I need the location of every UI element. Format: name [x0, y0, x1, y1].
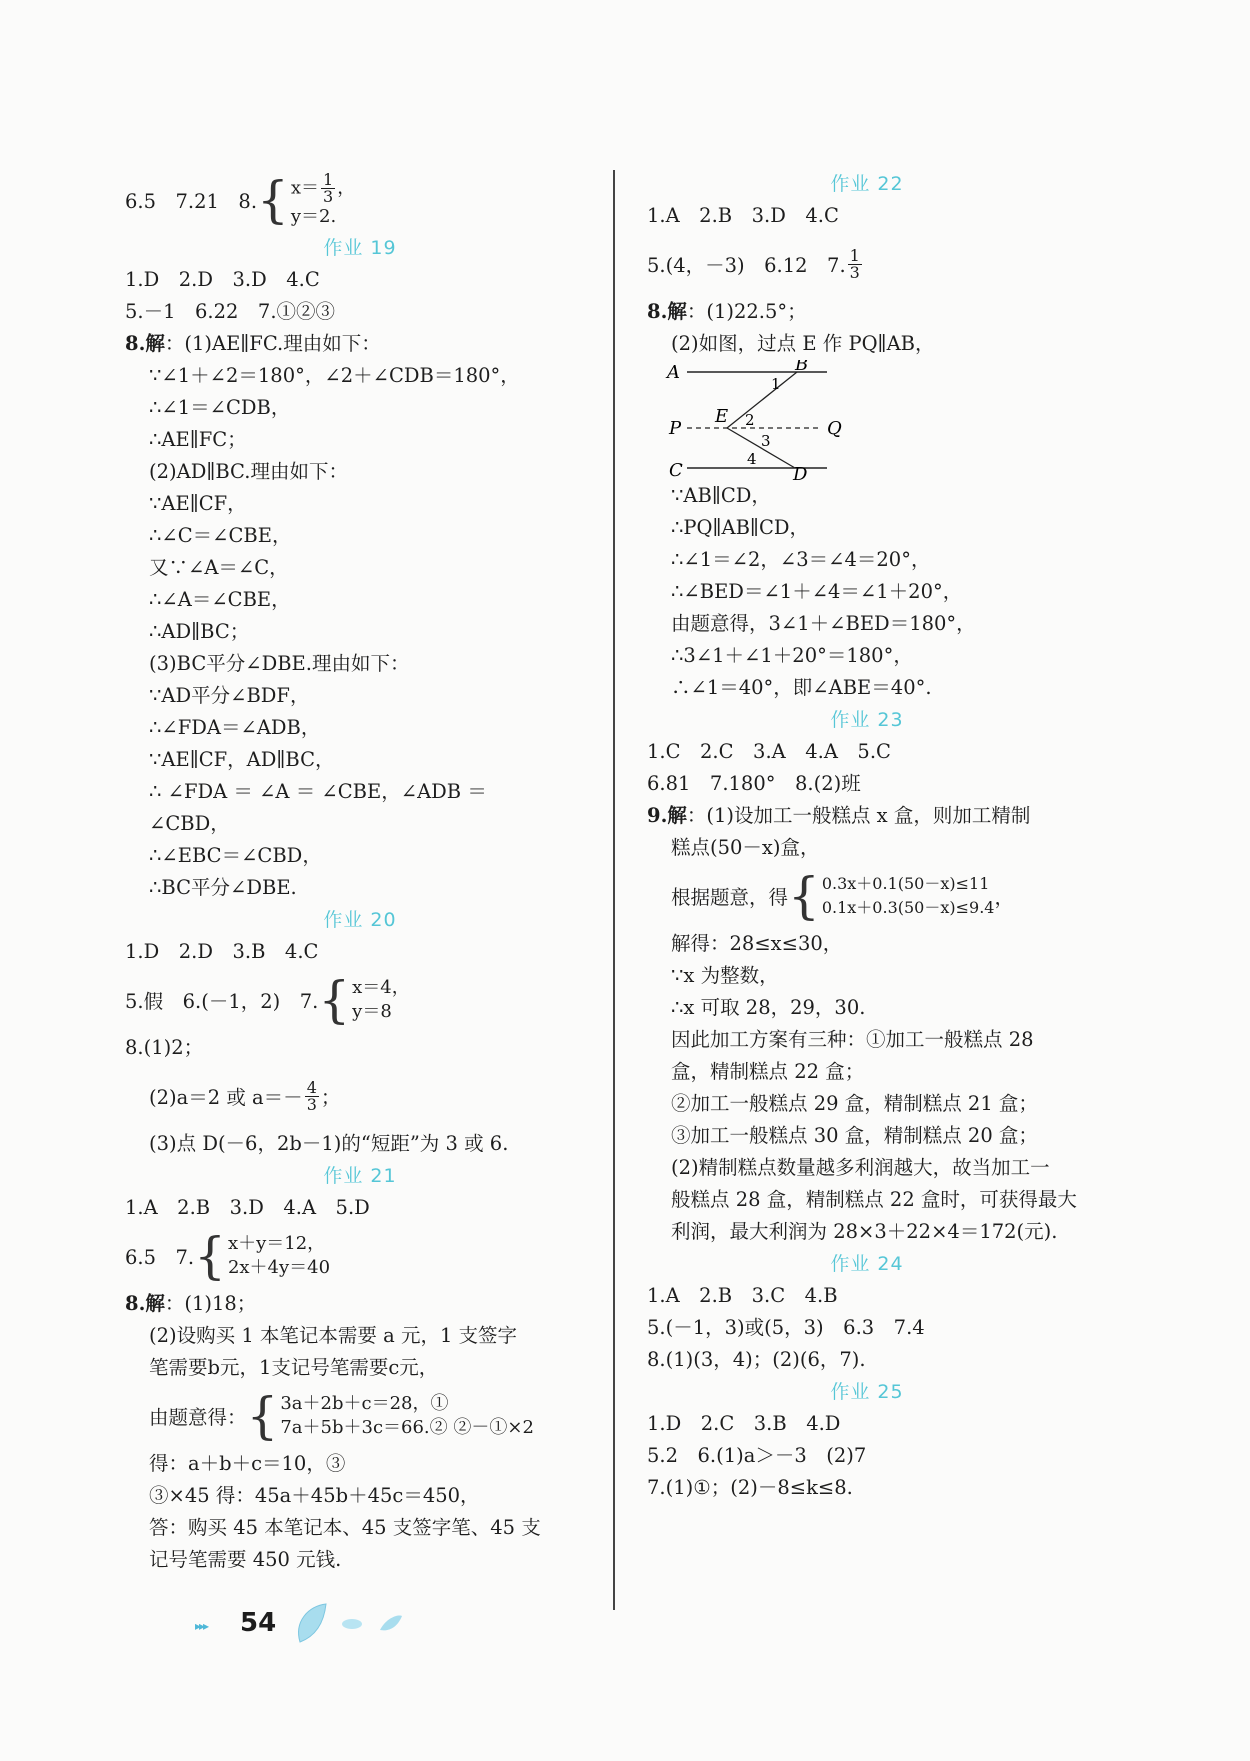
- label-A: A: [667, 362, 680, 383]
- answer-line: 笔需要b元，1支记号笔需要c元，: [149, 1356, 439, 1379]
- answer-line: 根据题意，得 { 0.3x＋0.1(50－x)≤11 0.1x＋0.3(50－x)≤9.4 ，: [671, 867, 1014, 925]
- answer-line: 又∵∠A＝∠C，: [149, 556, 289, 579]
- answer-line: 1.D 2.D 3.B 4.C: [125, 940, 319, 963]
- answer-line: (3)点 D(－6，2b－1)的“短距”为 3 或 6.: [149, 1132, 509, 1155]
- section-title: 作业 20: [323, 909, 397, 931]
- label-E: E: [715, 406, 729, 427]
- label-B: B: [795, 360, 809, 375]
- answer-line: (2)如图，过点 E 作 PQ∥AB，: [671, 332, 935, 355]
- answer-line: (2)a＝2 或 a＝－ $\frac{4}{3}$ ；: [149, 1077, 341, 1114]
- geometry-figure: [657, 360, 887, 480]
- answer-line: ∴AD∥BC；: [149, 620, 250, 643]
- equation-system: { 3a＋2b＋c＝28，① 7a＋5b＋3c＝66.② ②－①×2: [246, 1387, 534, 1445]
- answer-line: 8.(1)(3，4)；(2)(6，7).: [647, 1348, 866, 1371]
- answer-line: ③加工一般糕点 30 盒，精制糕点 20 盒；: [671, 1124, 1038, 1147]
- answer-line: 糕点(50－x)盒，: [671, 836, 820, 859]
- angle-2: 2: [745, 411, 755, 429]
- answer-line: 8.解：(1)AE∥FC.理由如下：: [125, 332, 381, 355]
- answer-line: 1.A 2.B 3.D 4.C: [647, 204, 839, 227]
- answer-line: ②加工一般糕点 29 盒，精制糕点 21 盒；: [671, 1092, 1038, 1115]
- answer-line: ∠CBD，: [149, 812, 230, 835]
- answer-line: ∵AB∥CD，: [671, 484, 771, 507]
- answer-line: ∴3∠1＋∠1＋20°＝180°，: [671, 644, 913, 667]
- answer-line: 因此加工方案有三种：①加工一般糕点 28: [671, 1028, 1034, 1051]
- answer-line: ∴AE∥FC；: [149, 428, 247, 451]
- answer-line: ∴x 可取 28，29，30.: [671, 996, 866, 1019]
- answer-line: 5.(4，－3) 6.12 7. $\frac{1}{3}$: [647, 245, 860, 282]
- section-title: 作业 19: [323, 237, 397, 259]
- inequality-system: { 0.3x＋0.1(50－x)≤11 0.1x＋0.3(50－x)≤9.4: [788, 867, 995, 925]
- answer-line: ∵AE∥CF，AD∥BC，: [149, 748, 335, 771]
- answer-line: (2)设购买 1 本笔记本需要 a 元，1 支签字: [149, 1324, 518, 1347]
- answer-line: 1.A 2.B 3.C 4.B: [647, 1284, 838, 1307]
- answer-line: ∴∠A＝∠CBE，: [149, 588, 291, 611]
- section-title: 作业 23: [830, 709, 904, 731]
- label-Q: Q: [827, 418, 842, 439]
- label-C: C: [669, 460, 683, 480]
- answer-line: 6.5 7.21 8. { x＝ $\frac{1}{3}$ ， y＝2.: [125, 169, 356, 229]
- answer-line: 由题意得，3∠1＋∠BED＝180°，: [671, 612, 976, 635]
- right-column: [647, 168, 1087, 1504]
- answer-line: 5.假 6.(－1，2) 7. { x＝4， y＝8: [125, 971, 410, 1029]
- answer-line: ∵AD平分∠BDF，: [149, 684, 310, 707]
- answer-line: (3)BC平分∠DBE.理由如下：: [149, 652, 410, 675]
- equation-system: { x＋y＝12， 2x＋4y＝40: [194, 1227, 331, 1285]
- answer-line: ∴PQ∥AB∥CD，: [671, 516, 809, 539]
- answer-line: 得：a＋b＋c＝10，③: [149, 1452, 346, 1475]
- answer-line: ③×45 得：45a＋45b＋45c＝450，: [149, 1484, 480, 1507]
- answer-line: 6.81 7.180° 8.(2)班: [647, 772, 861, 795]
- answer-line: 1.A 2.B 3.D 4.A 5.D: [125, 1196, 370, 1219]
- answer-line: 8.解：(1)22.5°；: [647, 300, 807, 323]
- answer-line: 1.D 2.C 3.B 4.D: [647, 1412, 841, 1435]
- answer-line: 盒，精制糕点 22 盒；: [671, 1060, 865, 1083]
- section-title: 作业 22: [830, 173, 904, 195]
- answer-line: 记号笔需要 450 元钱.: [149, 1548, 342, 1571]
- answer-line: 5.－1 6.22 7.①②③: [125, 300, 336, 323]
- answer-line: (2)精制糕点数量越多利润越大，故当加工一: [671, 1156, 1050, 1179]
- answer-line: 5.2 6.(1)a＞－3 (2)7: [647, 1444, 867, 1467]
- answer-line: ∵∠1＋∠2＝180°，∠2＋∠CDB＝180°，: [149, 364, 520, 387]
- equation-system: { x＝ $\frac{1}{3}$ ， y＝2.: [257, 169, 356, 229]
- label-D: D: [793, 464, 808, 480]
- leaf-decoration-icon: [290, 1600, 410, 1650]
- answer-line: ∴∠1＝40°，即∠ABE＝40°.: [671, 676, 932, 699]
- answer-line: ∵AE∥CF，: [149, 492, 247, 515]
- page-number: 54: [240, 1608, 277, 1638]
- answer-line: 7.(1)①；(2)－8≤k≤8.: [647, 1476, 853, 1499]
- section-title: 作业 24: [830, 1253, 904, 1275]
- parallel-lines-diagram: [657, 360, 887, 480]
- arrow-decoration-icon: ▸▸▸: [195, 1619, 208, 1633]
- answer-line: ∴∠1＝∠2，∠3＝∠4＝20°，: [671, 548, 931, 571]
- answer-line: ∵x 为整数，: [671, 964, 779, 987]
- section-title: 作业 21: [323, 1165, 397, 1187]
- answer-line: ∴∠C＝∠CBE，: [149, 524, 292, 547]
- angle-1: 1: [771, 375, 781, 393]
- answer-line: 6.5 7. { x＋y＝12， 2x＋4y＝40: [125, 1227, 331, 1285]
- angle-4: 4: [747, 450, 757, 468]
- answer-line: 8.(1)2；: [125, 1036, 204, 1059]
- left-column: [125, 168, 595, 1576]
- answer-line: ∴BC平分∠DBE.: [149, 876, 297, 899]
- answer-line: ∴∠1＝∠CDB，: [149, 396, 291, 419]
- answer-line: 5.(－1，3)或(5，3) 6.3 7.4: [647, 1316, 925, 1339]
- answer-line: 1.D 2.D 3.D 4.C: [125, 268, 320, 291]
- answer-line: ∴∠FDA＝∠ADB，: [149, 716, 321, 739]
- angle-3: 3: [761, 432, 771, 450]
- section-title: 作业 25: [830, 1381, 904, 1403]
- answer-line: ∴∠BED＝∠1＋∠4＝∠1＋20°，: [671, 580, 963, 603]
- answer-line: 由题意得： { 3a＋2b＋c＝28，① 7a＋5b＋3c＝66.② ②－①×2: [149, 1387, 534, 1445]
- answer-line: 解得：28≤x≤30，: [671, 932, 843, 955]
- equation-system: { x＝4， y＝8: [318, 971, 410, 1029]
- answer-line: (2)AD∥BC.理由如下：: [149, 460, 348, 483]
- answer-line: 9.解：(1)设加工一般糕点 x 盒，则加工精制: [647, 804, 1031, 827]
- column-divider: [613, 170, 615, 1610]
- answer-line: ∴ ∠FDA ＝ ∠A ＝ ∠CBE，∠ADB ＝: [149, 780, 487, 803]
- answer-line: 般糕点 28 盒，精制糕点 22 盒时，可获得最大: [671, 1188, 1077, 1211]
- answer-line: 利润，最大利润为 28×3＋22×4＝172(元).: [671, 1220, 1058, 1243]
- answer-line: 8.解：(1)18；: [125, 1292, 257, 1315]
- label-P: P: [669, 418, 682, 439]
- answer-line: 1.C 2.C 3.A 4.A 5.C: [647, 740, 891, 763]
- answer-line: ∴∠EBC＝∠CBD，: [149, 844, 322, 867]
- answer-line: 答：购买 45 本笔记本、45 支签字笔、45 支: [149, 1516, 541, 1539]
